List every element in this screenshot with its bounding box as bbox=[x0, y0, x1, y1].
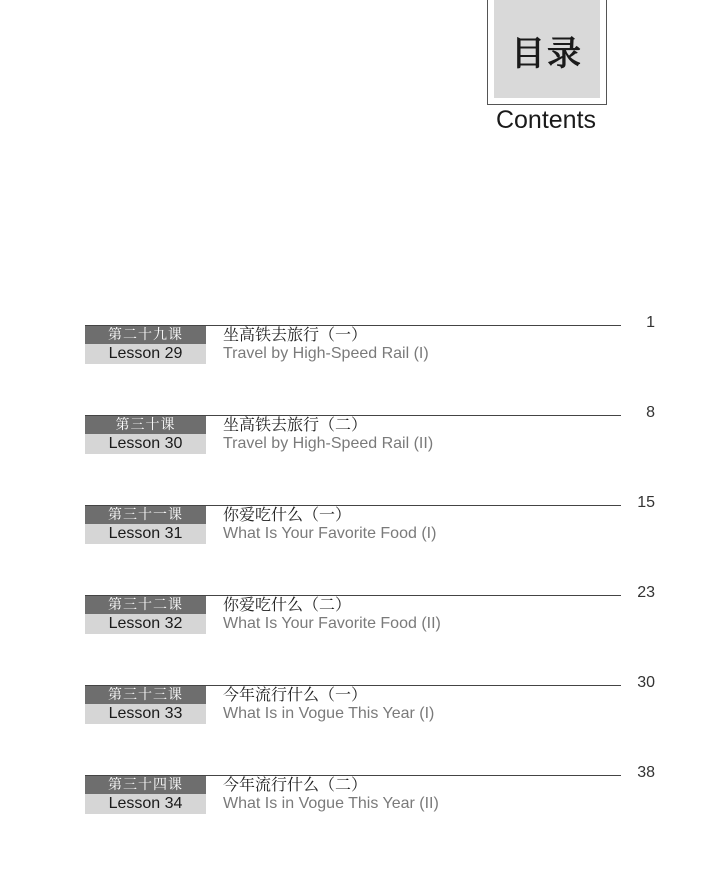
lesson-title-chinese: 今年流行什么（二） bbox=[223, 775, 368, 794]
contents-title-background bbox=[494, 0, 600, 98]
lesson-number-english: Lesson 34 bbox=[85, 794, 206, 814]
entry-page-number: 15 bbox=[637, 494, 655, 511]
entry-page-number: 30 bbox=[637, 674, 655, 691]
toc-entry-lesson-32[interactable] bbox=[85, 586, 655, 636]
lesson-number-chinese: 第三十二课 bbox=[85, 596, 206, 614]
entry-page-number: 23 bbox=[637, 584, 655, 601]
lesson-number-chinese: 第三十课 bbox=[85, 416, 206, 434]
lesson-number-english: Lesson 31 bbox=[85, 524, 206, 544]
lesson-number-chinese: 第二十九课 bbox=[85, 326, 206, 344]
lesson-title-english: Travel by High-Speed Rail (II) bbox=[223, 435, 434, 452]
lesson-number-chinese: 第三十三课 bbox=[85, 686, 206, 704]
lesson-number-english: Lesson 29 bbox=[85, 344, 206, 364]
lesson-title-english: What Is Your Favorite Food (I) bbox=[223, 525, 437, 542]
lesson-title-chinese: 坐高铁去旅行（一） bbox=[223, 325, 368, 344]
toc-entry-lesson-29[interactable] bbox=[85, 316, 655, 366]
toc-entry-lesson-34[interactable] bbox=[85, 766, 655, 816]
contents-title-english: Contents bbox=[495, 106, 597, 134]
lesson-title-english: Travel by High-Speed Rail (I) bbox=[223, 345, 429, 362]
lesson-title-chinese: 你爱吃什么（一） bbox=[223, 505, 352, 524]
entry-page-number: 38 bbox=[637, 764, 655, 781]
lesson-number-english: Lesson 32 bbox=[85, 614, 206, 634]
lesson-number-chinese: 第三十一课 bbox=[85, 506, 206, 524]
lesson-number-chinese: 第三十四课 bbox=[85, 776, 206, 794]
lesson-title-english: What Is in Vogue This Year (I) bbox=[223, 705, 435, 722]
lesson-title-english: What Is in Vogue This Year (II) bbox=[223, 795, 439, 812]
entry-page-number: 1 bbox=[646, 314, 655, 331]
lesson-title-english: What Is Your Favorite Food (II) bbox=[223, 615, 441, 632]
lesson-title-chinese: 你爱吃什么（二） bbox=[223, 595, 352, 614]
contents-title-chinese: 目录 bbox=[511, 33, 583, 74]
lesson-number-english: Lesson 33 bbox=[85, 704, 206, 724]
entry-page-number: 8 bbox=[646, 404, 655, 421]
contents-title-box bbox=[487, 0, 607, 105]
toc-entry-lesson-30[interactable] bbox=[85, 406, 655, 456]
toc-entry-lesson-31[interactable] bbox=[85, 496, 655, 546]
lesson-title-chinese: 坐高铁去旅行（二） bbox=[223, 415, 368, 434]
toc-entry-lesson-33[interactable] bbox=[85, 676, 655, 726]
lesson-number-english: Lesson 30 bbox=[85, 434, 206, 454]
lesson-title-chinese: 今年流行什么（一） bbox=[223, 685, 368, 704]
